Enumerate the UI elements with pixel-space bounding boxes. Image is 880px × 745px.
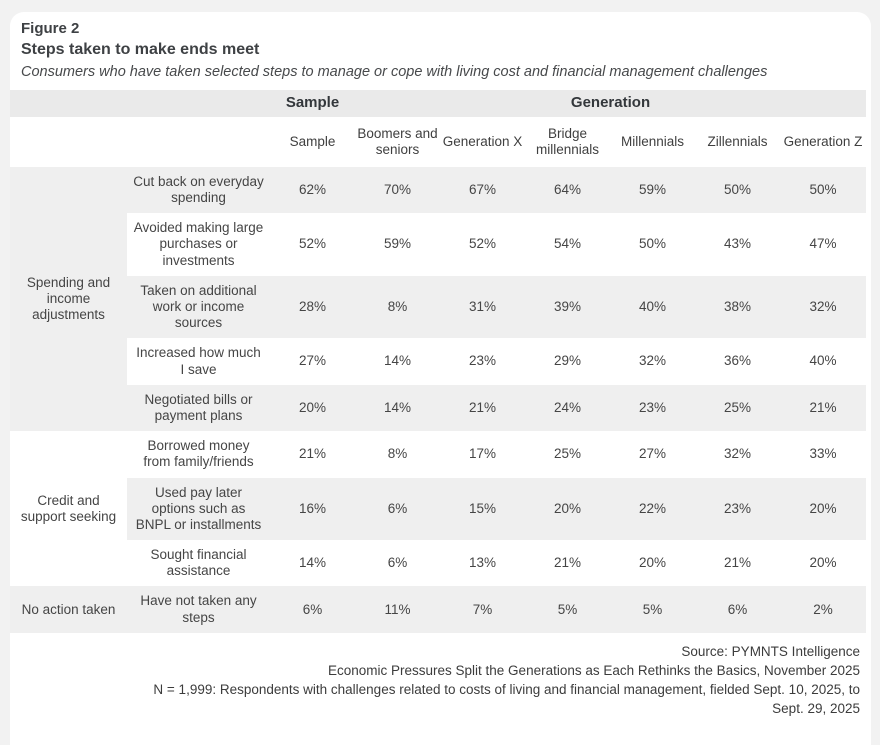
- column-header-spacer: [10, 117, 270, 167]
- value-cell: 20%: [610, 540, 695, 586]
- row-group-label-credit: Credit and support seeking: [10, 431, 127, 586]
- value-cell: 32%: [610, 338, 695, 384]
- step-label: Taken on additional work or income sources: [127, 276, 270, 339]
- value-cell: 40%: [780, 338, 866, 384]
- value-cell: 32%: [695, 431, 780, 477]
- value-cell: 22%: [610, 478, 695, 541]
- report-title-line: Economic Pressures Split the Generations as Each Rethinks the Basics, November 2025: [327, 662, 860, 678]
- value-cell: 20%: [270, 385, 355, 431]
- figure-subtitle: Consumers who have taken selected steps to manage or cope with living cost and financial management challenges: [21, 63, 768, 80]
- figure-title: Steps taken to make ends meet: [21, 40, 260, 58]
- step-label: Increased how much I save: [127, 338, 270, 384]
- value-cell: 43%: [695, 213, 780, 276]
- value-cell: 50%: [780, 167, 866, 213]
- value-cell: 59%: [610, 167, 695, 213]
- value-cell: 33%: [780, 431, 866, 477]
- figure-footer: [10, 642, 866, 719]
- value-cell: 29%: [525, 338, 610, 384]
- value-cell: 21%: [780, 385, 866, 431]
- column-header-zillennials: Zillennials: [695, 117, 780, 167]
- value-cell: 52%: [440, 213, 525, 276]
- value-cell: 6%: [270, 586, 355, 632]
- value-cell: 64%: [525, 167, 610, 213]
- value-cell: 21%: [525, 540, 610, 586]
- value-cell: 14%: [355, 385, 440, 431]
- column-header-genx: Generation X: [440, 117, 525, 167]
- value-cell: 32%: [780, 276, 866, 339]
- value-cell: 36%: [695, 338, 780, 384]
- value-cell: 23%: [695, 478, 780, 541]
- value-cell: 8%: [355, 276, 440, 339]
- value-cell: 21%: [270, 431, 355, 477]
- column-header-millennials: Millennials: [610, 117, 695, 167]
- table-row: [10, 431, 866, 477]
- column-header-sample: Sample: [270, 117, 355, 167]
- value-cell: 20%: [780, 540, 866, 586]
- value-cell: 7%: [440, 586, 525, 632]
- table-row: [10, 213, 866, 276]
- table-row: [10, 276, 866, 339]
- value-cell: 24%: [525, 385, 610, 431]
- data-table: [10, 90, 866, 633]
- group-header-sample: Sample: [270, 90, 355, 117]
- value-cell: 70%: [355, 167, 440, 213]
- value-cell: 20%: [525, 478, 610, 541]
- value-cell: 28%: [270, 276, 355, 339]
- column-header-boomers: Boomers and seniors: [355, 117, 440, 167]
- table-row: [10, 540, 866, 586]
- value-cell: 5%: [610, 586, 695, 632]
- step-label: Borrowed money from family/friends: [127, 431, 270, 477]
- step-label: Used pay later options such as BNPL or installments: [127, 478, 270, 541]
- value-cell: 14%: [355, 338, 440, 384]
- table-row: [10, 167, 866, 213]
- value-cell: 23%: [610, 385, 695, 431]
- value-cell: 50%: [610, 213, 695, 276]
- value-cell: 6%: [695, 586, 780, 632]
- step-label: Cut back on everyday spending: [127, 167, 270, 213]
- table-row: [10, 586, 866, 632]
- value-cell: 40%: [610, 276, 695, 339]
- sample-note-line-2: Sept. 29, 2025: [772, 701, 860, 717]
- value-cell: 54%: [525, 213, 610, 276]
- value-cell: 21%: [440, 385, 525, 431]
- value-cell: 62%: [270, 167, 355, 213]
- value-cell: 5%: [525, 586, 610, 632]
- column-header-row: [10, 117, 866, 167]
- row-group-label-no-action: No action taken: [10, 586, 127, 632]
- figure-number: Figure 2: [21, 20, 80, 37]
- table-row: [10, 478, 866, 541]
- value-cell: 39%: [525, 276, 610, 339]
- value-cell: 16%: [270, 478, 355, 541]
- value-cell: 6%: [355, 540, 440, 586]
- step-label: Sought financial assistance: [127, 540, 270, 586]
- value-cell: 25%: [525, 431, 610, 477]
- value-cell: 59%: [355, 213, 440, 276]
- table-row: [10, 338, 866, 384]
- sample-note-line: N = 1,999: Respondents with challenges related to costs of living and financial management, fielded Sept. 10, 2025, to: [153, 682, 860, 698]
- value-cell: 27%: [270, 338, 355, 384]
- source-line: Source: PYMNTS Intelligence: [681, 643, 860, 659]
- value-cell: 13%: [440, 540, 525, 586]
- group-header-generation: Generation: [355, 90, 866, 117]
- step-label: Negotiated bills or payment plans: [127, 385, 270, 431]
- step-label: Avoided making large purchases or investments: [127, 213, 270, 276]
- row-group-label-spending: Spending and income adjustments: [10, 167, 127, 431]
- value-cell: 31%: [440, 276, 525, 339]
- table-row: [10, 385, 866, 431]
- value-cell: 11%: [355, 586, 440, 632]
- value-cell: 14%: [270, 540, 355, 586]
- value-cell: 23%: [440, 338, 525, 384]
- value-cell: 21%: [695, 540, 780, 586]
- value-cell: 47%: [780, 213, 866, 276]
- value-cell: 8%: [355, 431, 440, 477]
- value-cell: 38%: [695, 276, 780, 339]
- figure-header: [10, 12, 866, 90]
- group-header-row: [10, 90, 866, 117]
- value-cell: 27%: [610, 431, 695, 477]
- value-cell: 50%: [695, 167, 780, 213]
- figure-card: [10, 12, 871, 745]
- column-header-genz: Generation Z: [780, 117, 866, 167]
- value-cell: 2%: [780, 586, 866, 632]
- value-cell: 52%: [270, 213, 355, 276]
- group-header-spacer: [10, 90, 270, 117]
- column-header-bridge-millennials: Bridge millennials: [525, 117, 610, 167]
- value-cell: 20%: [780, 478, 866, 541]
- step-label: Have not taken any steps: [127, 586, 270, 632]
- value-cell: 17%: [440, 431, 525, 477]
- value-cell: 15%: [440, 478, 525, 541]
- value-cell: 25%: [695, 385, 780, 431]
- value-cell: 67%: [440, 167, 525, 213]
- value-cell: 6%: [355, 478, 440, 541]
